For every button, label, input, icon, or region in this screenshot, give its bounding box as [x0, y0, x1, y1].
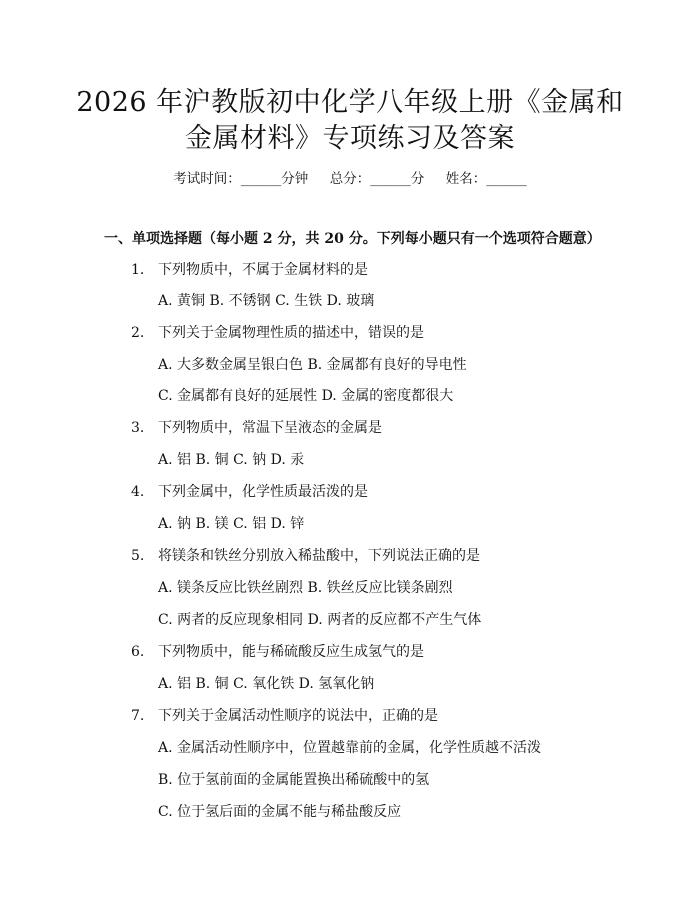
question-options: A. 大多数金属呈银白色 B. 金属都有良好的导电性: [158, 357, 467, 373]
question-text: 下列关于金属物理性质的描述中，错误的是: [158, 325, 424, 341]
question-options: C. 金属都有良好的延展性 D. 金属的密度都很大: [158, 388, 454, 404]
question-options: A. 镁条反应比铁丝剧烈 B. 铁丝反应比镁条剧烈: [158, 580, 453, 596]
question-options: C. 位于氢后面的金属不能与稀盐酸反应: [158, 804, 402, 820]
question-options: B. 位于氢前面的金属能置换出稀硫酸中的氢: [158, 772, 430, 788]
question-number: 6.: [131, 644, 145, 660]
question-text: 下列金属中，化学性质最活泼的是: [158, 484, 368, 500]
question-text: 下列物质中，不属于金属材料的是: [158, 262, 368, 278]
question-number: 1.: [131, 262, 145, 278]
page-title-line2: 金属材料》专项练习及答案: [185, 123, 515, 154]
page-title-line1: 2026 年沪教版初中化学八年级上册《金属和: [76, 87, 624, 118]
exam-info: 考试时间：______分钟 总分：______分 姓名：______: [173, 171, 527, 187]
question-options: A. 黄铜 B. 不锈钢 C. 生铁 D. 玻璃: [158, 293, 375, 309]
question-number: 3.: [131, 420, 145, 436]
section-heading: 一、单项选择题（每小题 2 分，共 20 分。下列每小题只有一个选项符合题意）: [104, 231, 601, 247]
question-text: 下列关于金属活动性顺序的说法中，正确的是: [158, 708, 438, 724]
question-number: 2.: [131, 325, 145, 341]
question-number: 5.: [131, 548, 145, 564]
question-number: 4.: [131, 484, 145, 500]
question-options: C. 两者的反应现象相同 D. 两者的反应都不产生气体: [158, 612, 482, 628]
question-text: 下列物质中，能与稀硫酸反应生成氢气的是: [158, 644, 424, 660]
question-options: A. 铝 B. 铜 C. 钠 D. 汞: [158, 452, 305, 468]
question-number: 7.: [131, 708, 145, 724]
question-text: 将镁条和铁丝分别放入稀盐酸中，下列说法正确的是: [158, 548, 480, 564]
question-options: A. 钠 B. 镁 C. 铝 D. 锌: [158, 516, 305, 532]
question-options: A. 金属活动性顺序中，位置越靠前的金属，化学性质越不活泼: [158, 740, 542, 756]
question-options: A. 铝 B. 铜 C. 氧化铁 D. 氢氧化钠: [158, 676, 375, 692]
question-text: 下列物质中，常温下呈液态的金属是: [158, 420, 382, 436]
